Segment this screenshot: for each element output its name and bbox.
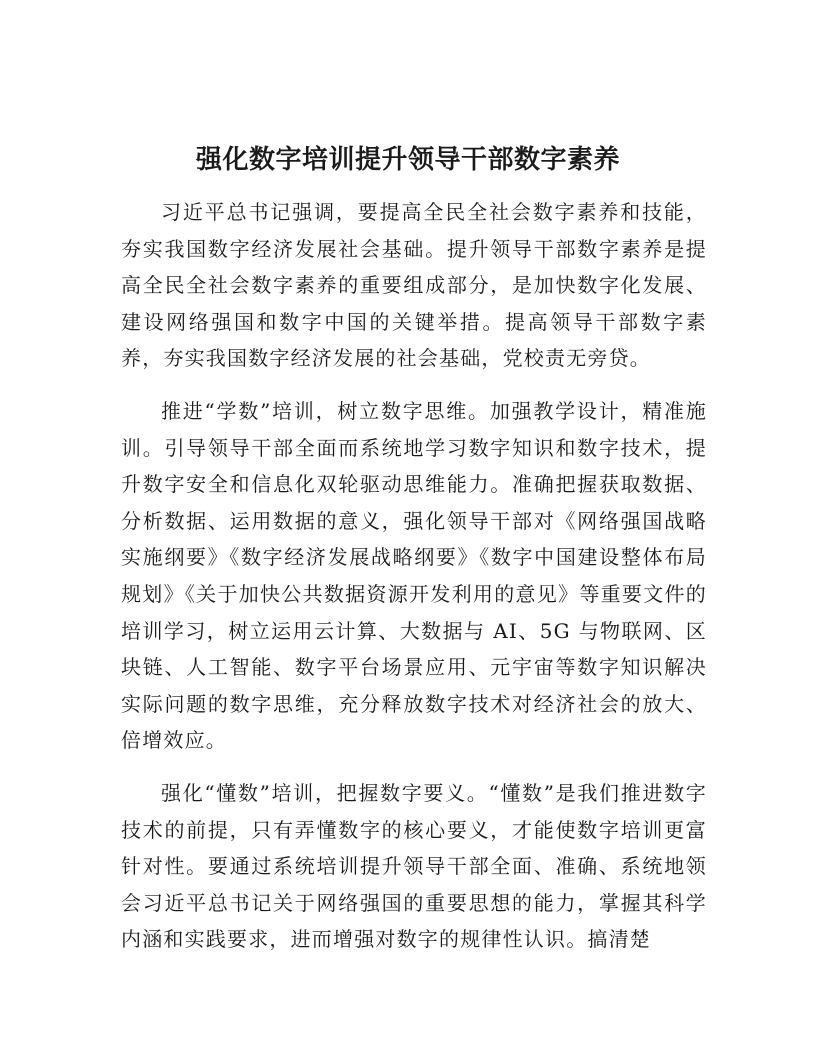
paragraph-1: 习近平总书记强调，要提高全民全社会数字素养和技能，夯实我国数字经济发展社会基础。提升领导干部数字素养是提高全民全社会数字素养的重要组成部分，是加快数字化发展、建设网络强国和数字中国的关键举措。提高领导干部数字素养，夯实我国数字经济发展的社会基础，党校责无旁贷。	[121, 200, 707, 371]
paragraph-2: 推进“学数”培训，树立数字思维。加强教学设计，精准施训。引导领导干部全面而系统地学习数字知识和数字技术，提升数字安全和信息化双轮驱动思维能力。准确把握获取数据、分析数据、运用数据的意义，强化领导干部对《网络强国战略实施纲要》《数字经济发展战略纲要》《数字中国建设整体布局规划》《关于加快公共数据资源开发利用的意见》等重要文件的培训学习，树立运用云计算、大数据与 AI、5G 与物联网、区块链、人工智能、数字平台场景应用、元宇宙等数字知识解决实际问题的数字思维，充分释放数字技术对经济社会的放大、倍增效应。	[121, 398, 707, 753]
document-title: 强化数字培训提升领导干部数字素养	[195, 145, 620, 175]
paragraph-3: 强化“懂数”培训，把握数字要义。“懂数”是我们推进数字技术的前提，只有弄懂数字的核心要义，才能使数字培训更富针对性。要通过系统培训提升领导干部全面、准确、系统地领会习近平总书记关于网络强国的重要思想的能力，掌握其科学内涵和实践要求，进而增强对数字的规律性认识。搞清楚	[121, 780, 707, 952]
document-body	[121, 194, 707, 958]
